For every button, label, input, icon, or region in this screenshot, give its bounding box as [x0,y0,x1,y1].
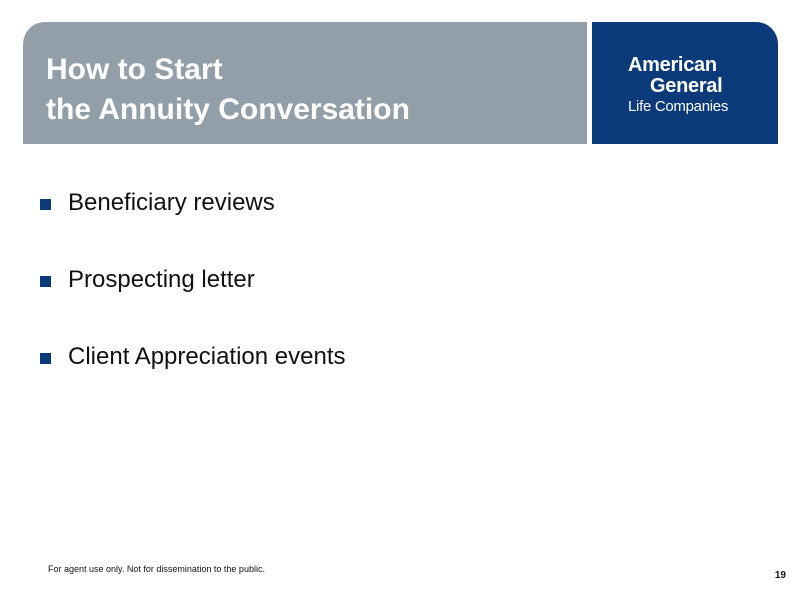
slide-title-line-1: How to Start [46,53,223,86]
slide-title-line-2: the Annuity Conversation [46,93,410,126]
square-bullet-icon [40,276,51,287]
company-logo [592,22,778,144]
footer-disclaimer: For agent use only. Not for dissemination to the public. [48,564,265,574]
bullet-text: Beneficiary reviews [68,189,275,216]
square-bullet-icon [40,199,51,210]
title-bar [23,22,587,144]
logo-text-general: General [650,75,723,97]
logo-text-american: American [628,54,717,76]
page-number: 19 [774,570,786,581]
square-bullet-icon [40,353,51,364]
bullet-text: Prospecting letter [68,266,255,293]
bullet-text: Client Appreciation events [68,343,346,370]
logo-text-life-companies: Life Companies [628,98,729,115]
